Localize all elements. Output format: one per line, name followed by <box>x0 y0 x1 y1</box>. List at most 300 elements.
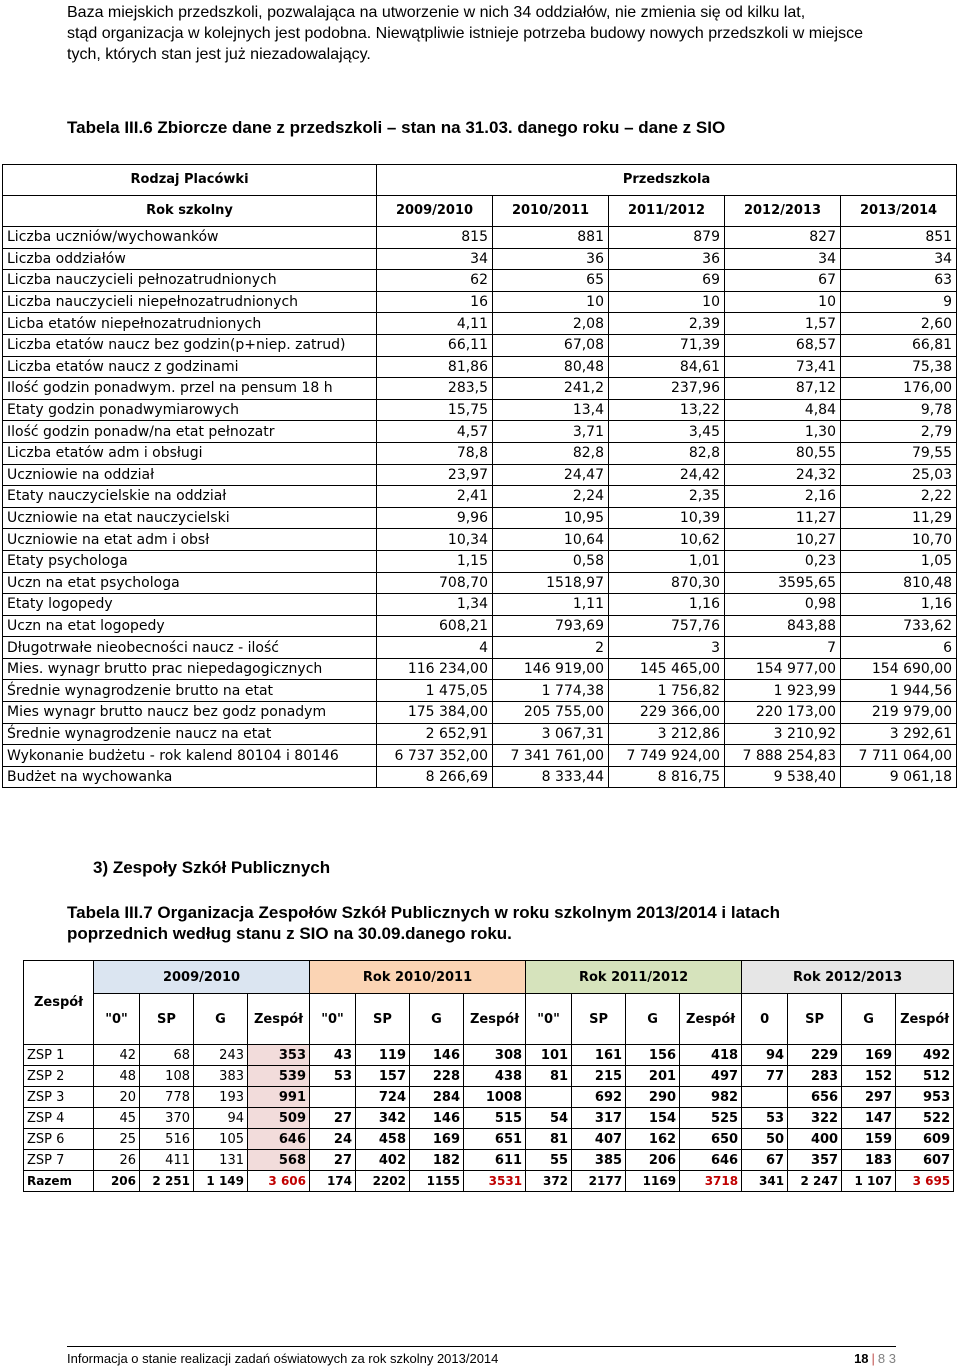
row-value: 80,55 <box>725 442 841 464</box>
row-value: 692 <box>572 1087 626 1108</box>
row-value: 36 <box>609 248 725 270</box>
row-value: 522 <box>896 1108 954 1129</box>
row-value: 3 292,61 <box>841 723 957 745</box>
table-row <box>3 270 957 292</box>
row-value: 1,30 <box>725 421 841 443</box>
row-value: 656 <box>788 1087 842 1108</box>
row-value: 0,58 <box>493 550 609 572</box>
table-row <box>3 507 957 529</box>
row-label: ZSP 6 <box>24 1129 94 1150</box>
row-value: 0,23 <box>725 550 841 572</box>
table-row <box>3 594 957 616</box>
row-value: 650 <box>680 1129 742 1150</box>
row-value: 116 234,00 <box>377 658 493 680</box>
row-value: 1 944,56 <box>841 680 957 702</box>
row-label: Budżet na wychowanka <box>3 766 377 788</box>
row-value: 27 <box>310 1108 356 1129</box>
row-value: 34 <box>377 248 493 270</box>
row-value <box>526 1087 572 1108</box>
row-value: 411 <box>140 1150 194 1171</box>
row-value: 407 <box>572 1129 626 1150</box>
row-value: 25,03 <box>841 464 957 486</box>
row-value: 25 <box>94 1129 140 1150</box>
header-year: 2013/2014 <box>841 196 957 227</box>
table-row <box>3 227 957 249</box>
row-value: 206 <box>626 1150 680 1171</box>
row-value: 9 <box>841 291 957 313</box>
row-value: 67,08 <box>493 334 609 356</box>
row-label: Uczniowie na etat nauczycielski <box>3 507 377 529</box>
row-label: Liczba uczniów/wychowanków <box>3 227 377 249</box>
row-value: 982 <box>680 1087 742 1108</box>
subheader-cell: G <box>410 994 464 1045</box>
row-value: 159 <box>842 1129 896 1150</box>
row-value: 43 <box>310 1045 356 1066</box>
footer-text: Informacja o stanie realizacji zadań oświatowych za rok szkolny 2013/2014 <box>67 1351 499 1366</box>
total-value: 3718 <box>680 1171 742 1192</box>
row-label: Średnie wynagrodzenie naucz na etat <box>3 723 377 745</box>
header-year: 2012/2013 <box>725 196 841 227</box>
row-value: 201 <box>626 1066 680 1087</box>
row-value: 4 <box>377 637 493 659</box>
table-row <box>3 378 957 400</box>
header-year: Rok 2010/2011 <box>310 961 526 994</box>
row-value: 515 <box>464 1108 526 1129</box>
table2-caption: Tabela III.7 Organizacja Zespołów Szkół Publicznych w roku szkolnym 2013/2014 i latach poprzednich według stanu z SIO na 30.09.danego roku. <box>67 903 780 943</box>
row-label: Liczba nauczycieli pełnozatrudnionych <box>3 270 377 292</box>
total-value: 1 149 <box>194 1171 248 1192</box>
row-label: Uczniowie na oddział <box>3 464 377 486</box>
header-year: Rok 2012/2013 <box>742 961 954 994</box>
row-value: 3 210,92 <box>725 723 841 745</box>
row-label: ZSP 3 <box>24 1087 94 1108</box>
row-label: Licba etatów niepełnozatrudnionych <box>3 313 377 335</box>
total-value: 1169 <box>626 1171 680 1192</box>
row-value: 48 <box>94 1066 140 1087</box>
table-row <box>3 766 957 788</box>
row-value: 1518,97 <box>493 572 609 594</box>
row-value: 94 <box>194 1108 248 1129</box>
table-row <box>3 291 957 313</box>
row-value: 11,27 <box>725 507 841 529</box>
row-value: 1008 <box>464 1087 526 1108</box>
row-value: 182 <box>410 1150 464 1171</box>
row-value: 152 <box>842 1066 896 1087</box>
row-value: 9,96 <box>377 507 493 529</box>
row-value: 11,29 <box>841 507 957 529</box>
total-value: 3 695 <box>896 1171 954 1192</box>
row-value: 870,30 <box>609 572 725 594</box>
row-value: 2,60 <box>841 313 957 335</box>
table-row <box>3 313 957 335</box>
table-row <box>3 702 957 724</box>
row-label: Mies wynagr brutto naucz bez godz ponadym <box>3 702 377 724</box>
preschool-summary-table <box>2 164 957 788</box>
row-value: 81 <box>526 1129 572 1150</box>
row-value: 509 <box>248 1108 310 1129</box>
row-value: 34 <box>841 248 957 270</box>
row-value: 283 <box>788 1066 842 1087</box>
table-row <box>24 1087 954 1108</box>
row-value <box>310 1087 356 1108</box>
row-value: 108 <box>140 1066 194 1087</box>
row-label: ZSP 7 <box>24 1150 94 1171</box>
row-value: 10,95 <box>493 507 609 529</box>
row-value: 843,88 <box>725 615 841 637</box>
table-row <box>3 723 957 745</box>
row-value: 8 816,75 <box>609 766 725 788</box>
intro-line: Baza miejskich przedszkoli, pozwalająca na utworzenie w nich 34 oddziałów, nie zmienia się od kilku lat, <box>67 4 806 21</box>
subheader-cell: G <box>626 994 680 1045</box>
row-value: 851 <box>841 227 957 249</box>
header-type-label: Rodzaj Placówki <box>3 165 377 196</box>
row-value: 2,22 <box>841 486 957 508</box>
row-value: 3 <box>609 637 725 659</box>
subheader-cell: Zespół <box>248 994 310 1045</box>
row-value: 0,98 <box>725 594 841 616</box>
table-row <box>3 529 957 551</box>
row-value: 1 475,05 <box>377 680 493 702</box>
row-value: 724 <box>356 1087 410 1108</box>
row-value: 87,12 <box>725 378 841 400</box>
row-value: 1,05 <box>841 550 957 572</box>
header-type-value: Przedszkola <box>377 165 957 196</box>
row-value: 157 <box>356 1066 410 1087</box>
total-value: 174 <box>310 1171 356 1192</box>
row-value: 147 <box>842 1108 896 1129</box>
row-value: 402 <box>356 1150 410 1171</box>
total-value: 341 <box>742 1171 788 1192</box>
row-value: 342 <box>356 1108 410 1129</box>
row-label: Liczba oddziałów <box>3 248 377 270</box>
row-value: 82,8 <box>609 442 725 464</box>
row-value: 13,22 <box>609 399 725 421</box>
row-value: 7 <box>725 637 841 659</box>
total-value: 2 251 <box>140 1171 194 1192</box>
row-value: 3,45 <box>609 421 725 443</box>
row-value: 220 173,00 <box>725 702 841 724</box>
row-value: 353 <box>248 1045 310 1066</box>
row-value: 24 <box>310 1129 356 1150</box>
row-label: Uczniowie na etat adm i obsł <box>3 529 377 551</box>
table-header-row <box>3 196 957 227</box>
row-value: 10,70 <box>841 529 957 551</box>
table2-body <box>24 1045 954 1192</box>
row-value: 2,24 <box>493 486 609 508</box>
row-value: 297 <box>842 1087 896 1108</box>
row-value: 42 <box>94 1045 140 1066</box>
subheader-cell: SP <box>356 994 410 1045</box>
total-value: 1155 <box>410 1171 464 1192</box>
row-value: 81,86 <box>377 356 493 378</box>
row-value: 400 <box>788 1129 842 1150</box>
table-row <box>3 658 957 680</box>
row-value: 284 <box>410 1087 464 1108</box>
row-label: Liczba etatów naucz z godzinami <box>3 356 377 378</box>
row-value: 13,4 <box>493 399 609 421</box>
row-value: 10,27 <box>725 529 841 551</box>
row-value: 7 888 254,83 <box>725 745 841 767</box>
row-label: ZSP 1 <box>24 1045 94 1066</box>
row-value: 145 465,00 <box>609 658 725 680</box>
intro-paragraph <box>67 2 947 65</box>
table-row <box>3 745 957 767</box>
row-value: 10,62 <box>609 529 725 551</box>
row-label: ZSP 4 <box>24 1108 94 1129</box>
total-value: 3531 <box>464 1171 526 1192</box>
row-value: 3,71 <box>493 421 609 443</box>
table-row <box>3 356 957 378</box>
row-value <box>742 1087 788 1108</box>
subheader-cell: Zespół <box>464 994 526 1045</box>
row-label: Średnie wynagrodzenie brutto na etat <box>3 680 377 702</box>
intro-line: stąd organizacja w kolejnych jest podobna. Niewątpliwie istnieje potrzeba budowy nowych przedszkoli w miejsce <box>67 25 863 42</box>
row-value: 7 711 064,00 <box>841 745 957 767</box>
row-value: 608,21 <box>377 615 493 637</box>
row-value: 991 <box>248 1087 310 1108</box>
current-page: 18 <box>854 1351 869 1366</box>
school-complex-table <box>23 960 954 1192</box>
row-value: 146 <box>410 1045 464 1066</box>
row-value: 607 <box>896 1150 954 1171</box>
row-value: 65 <box>493 270 609 292</box>
row-value: 78,8 <box>377 442 493 464</box>
row-value: 10 <box>609 291 725 313</box>
subheader-cell: "0" <box>526 994 572 1045</box>
row-value: 79,55 <box>841 442 957 464</box>
row-value: 2 652,91 <box>377 723 493 745</box>
row-label: Wykonanie budżetu - rok kalend 80104 i 80146 <box>3 745 377 767</box>
header-year: 2009/2010 <box>377 196 493 227</box>
row-value: 156 <box>626 1045 680 1066</box>
row-value: 176,00 <box>841 378 957 400</box>
row-value: 54 <box>526 1108 572 1129</box>
row-value: 101 <box>526 1045 572 1066</box>
row-value: 9,78 <box>841 399 957 421</box>
subheader-cell: Zespół <box>896 994 954 1045</box>
row-value: 793,69 <box>493 615 609 637</box>
total-value: 206 <box>94 1171 140 1192</box>
subheader-cell: SP <box>140 994 194 1045</box>
row-value: 1 774,38 <box>493 680 609 702</box>
row-value: 146 <box>410 1108 464 1129</box>
row-value: 953 <box>896 1087 954 1108</box>
table1-body <box>3 227 957 788</box>
header-year: 2009/2010 <box>94 961 310 994</box>
total-value: 372 <box>526 1171 572 1192</box>
row-value: 161 <box>572 1045 626 1066</box>
intro-line: tych, których stan jest już niezadowalający. <box>67 46 371 63</box>
table-row <box>3 248 957 270</box>
row-value: 175 384,00 <box>377 702 493 724</box>
row-value: 67 <box>725 270 841 292</box>
row-value: 10 <box>493 291 609 313</box>
row-value: 1 756,82 <box>609 680 725 702</box>
row-value: 317 <box>572 1108 626 1129</box>
row-value: 229 <box>788 1045 842 1066</box>
row-value: 383 <box>194 1066 248 1087</box>
row-value: 69 <box>609 270 725 292</box>
row-value: 2,16 <box>725 486 841 508</box>
page-footer <box>67 1346 896 1371</box>
row-label: Etaty nauczycielskie na oddział <box>3 486 377 508</box>
header-year: 2011/2012 <box>609 196 725 227</box>
row-value: 53 <box>310 1066 356 1087</box>
row-value: 219 979,00 <box>841 702 957 724</box>
row-value: 9 538,40 <box>725 766 841 788</box>
row-value: 73,41 <box>725 356 841 378</box>
row-value: 370 <box>140 1108 194 1129</box>
total-value: 2202 <box>356 1171 410 1192</box>
table-row <box>24 1045 954 1066</box>
row-value: 7 749 924,00 <box>609 745 725 767</box>
row-value: 16 <box>377 291 493 313</box>
header-year-label: Rok szkolny <box>3 196 377 227</box>
row-value: 283,5 <box>377 378 493 400</box>
subheader-cell: 0 <box>742 994 788 1045</box>
row-value: 162 <box>626 1129 680 1150</box>
row-value: 827 <box>725 227 841 249</box>
row-value: 881 <box>493 227 609 249</box>
row-value: 6 737 352,00 <box>377 745 493 767</box>
total-label: Razem <box>24 1171 94 1192</box>
row-value: 1,11 <box>493 594 609 616</box>
row-value: 418 <box>680 1045 742 1066</box>
table-row <box>3 399 957 421</box>
row-value: 3 067,31 <box>493 723 609 745</box>
row-value: 2,35 <box>609 486 725 508</box>
row-value: 24,47 <box>493 464 609 486</box>
row-value: 357 <box>788 1150 842 1171</box>
row-value: 757,76 <box>609 615 725 637</box>
total-pages: 8 3 <box>877 1351 896 1366</box>
row-value: 119 <box>356 1045 410 1066</box>
total-value: 1 107 <box>842 1171 896 1192</box>
row-value: 75,38 <box>841 356 957 378</box>
table-row <box>24 1150 954 1171</box>
table-row <box>24 1066 954 1087</box>
row-value: 815 <box>377 227 493 249</box>
row-label: Etaty logopedy <box>3 594 377 616</box>
header-year: 2010/2011 <box>493 196 609 227</box>
row-value: 810,48 <box>841 572 957 594</box>
row-value: 67 <box>742 1150 788 1171</box>
row-value: 512 <box>896 1066 954 1087</box>
subheader-cell: G <box>842 994 896 1045</box>
row-value: 778 <box>140 1087 194 1108</box>
row-value: 26 <box>94 1150 140 1171</box>
row-value: 94 <box>742 1045 788 1066</box>
row-value: 24,42 <box>609 464 725 486</box>
header-year: Rok 2011/2012 <box>526 961 742 994</box>
row-label: Uczn na etat logopedy <box>3 615 377 637</box>
row-value: 169 <box>842 1045 896 1066</box>
table-row <box>3 550 957 572</box>
subheader-cell: "0" <box>310 994 356 1045</box>
row-value: 68 <box>140 1045 194 1066</box>
total-row <box>24 1171 954 1192</box>
row-value: 539 <box>248 1066 310 1087</box>
row-value: 84,61 <box>609 356 725 378</box>
table-row <box>3 680 957 702</box>
row-value: 322 <box>788 1108 842 1129</box>
row-label: Mies. wynagr brutto prac niepedagogicznych <box>3 658 377 680</box>
row-value: 80,48 <box>493 356 609 378</box>
row-value: 66,81 <box>841 334 957 356</box>
table-subheader-row <box>24 994 954 1045</box>
row-value: 10,34 <box>377 529 493 551</box>
row-value: 568 <box>248 1150 310 1171</box>
row-value: 27 <box>310 1150 356 1171</box>
row-value: 733,62 <box>841 615 957 637</box>
table-row <box>3 464 957 486</box>
row-value: 2,41 <box>377 486 493 508</box>
row-value: 63 <box>841 270 957 292</box>
row-value: 77 <box>742 1066 788 1087</box>
row-value: 34 <box>725 248 841 270</box>
row-value: 525 <box>680 1108 742 1129</box>
row-value: 611 <box>464 1150 526 1171</box>
row-value: 646 <box>248 1129 310 1150</box>
total-value: 2177 <box>572 1171 626 1192</box>
row-value: 9 061,18 <box>841 766 957 788</box>
row-value: 609 <box>896 1129 954 1150</box>
row-value: 229 366,00 <box>609 702 725 724</box>
row-value: 646 <box>680 1150 742 1171</box>
row-value: 15,75 <box>377 399 493 421</box>
row-value: 154 690,00 <box>841 658 957 680</box>
row-value: 237,96 <box>609 378 725 400</box>
table-row <box>3 421 957 443</box>
subheader-cell: "0" <box>94 994 140 1045</box>
row-value: 1,01 <box>609 550 725 572</box>
row-value: 4,11 <box>377 313 493 335</box>
row-value: 241,2 <box>493 378 609 400</box>
row-value: 4,57 <box>377 421 493 443</box>
row-value: 205 755,00 <box>493 702 609 724</box>
row-value: 497 <box>680 1066 742 1087</box>
row-label: ZSP 2 <box>24 1066 94 1087</box>
table-row <box>24 1108 954 1129</box>
row-label: Liczba etatów adm i obsługi <box>3 442 377 464</box>
row-value: 55 <box>526 1150 572 1171</box>
row-value: 45 <box>94 1108 140 1129</box>
table-header-row <box>24 961 954 994</box>
row-value: 385 <box>572 1150 626 1171</box>
row-label: Etaty godzin ponadwymiarowych <box>3 399 377 421</box>
row-value: 3595,65 <box>725 572 841 594</box>
row-value: 243 <box>194 1045 248 1066</box>
row-value: 458 <box>356 1129 410 1150</box>
row-value: 4,84 <box>725 399 841 421</box>
row-label: Liczba nauczycieli niepełnozatrudnionych <box>3 291 377 313</box>
corner-label: Zespół <box>24 961 94 1045</box>
row-label: Uczn na etat psychologa <box>3 572 377 594</box>
table-row <box>3 334 957 356</box>
page-separator: | <box>871 1351 875 1366</box>
row-value: 105 <box>194 1129 248 1150</box>
row-value: 2,39 <box>609 313 725 335</box>
row-value: 228 <box>410 1066 464 1087</box>
row-value: 1 923,99 <box>725 680 841 702</box>
row-value: 183 <box>842 1150 896 1171</box>
row-value: 879 <box>609 227 725 249</box>
row-value: 2 <box>493 637 609 659</box>
table-row <box>3 486 957 508</box>
row-label: Ilość godzin ponadwym. przel na pensum 18 h <box>3 378 377 400</box>
row-value: 23,97 <box>377 464 493 486</box>
page-number <box>854 1351 896 1366</box>
